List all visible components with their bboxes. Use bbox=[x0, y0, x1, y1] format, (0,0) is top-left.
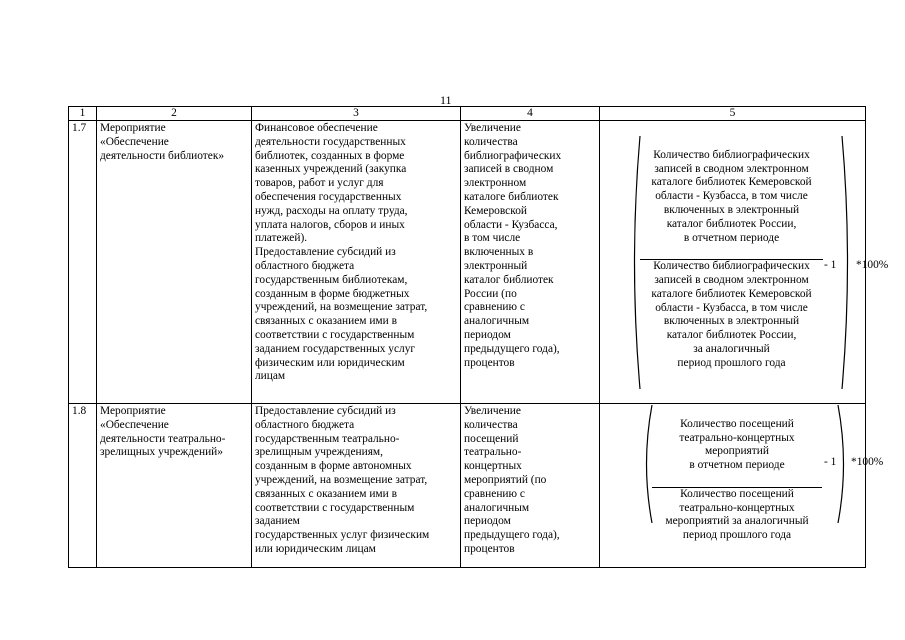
formula-cell bbox=[600, 121, 889, 404]
row-number: 1.8 bbox=[69, 404, 97, 568]
numerator: Количество библиографических записей в сводном электронном каталоге библиотек Кемеровской области - Кузбасса, в том числе включенных в электронный каталог библиотек России, в отчетном периоде bbox=[651, 148, 812, 244]
indicator-name: Увеличение количества посещений театрально- концертных мероприятий (по сравнению с аналогичным периодом предыдущего года), процентов bbox=[461, 404, 600, 568]
table-row bbox=[69, 121, 866, 404]
right-paren-icon bbox=[836, 404, 850, 524]
measures-table bbox=[68, 106, 889, 568]
denominator: Количество посещений театрально-концертных мероприятий за аналогичный период прошлого года bbox=[652, 487, 822, 543]
fraction bbox=[652, 404, 822, 557]
percent-multiplier: *100% bbox=[856, 259, 889, 271]
right-paren-icon bbox=[840, 135, 854, 390]
minus-one: - 1 bbox=[824, 259, 837, 271]
table-row bbox=[69, 404, 866, 568]
formula bbox=[640, 404, 884, 542]
header-cell: 4 bbox=[461, 107, 600, 121]
header-cell: 1 bbox=[69, 107, 97, 121]
percent-multiplier: *100% bbox=[851, 456, 884, 468]
header-cell: 5 bbox=[600, 107, 866, 121]
row-number: 1.7 bbox=[69, 121, 97, 404]
event-description: Предоставление субсидий из областного бюджета государственным театрально- зрелищным учреждениям, созданным в форме автономных учреждений, на возмещение затрат, связанных с оказанием ими в соответствии с государственным заданием государственных услуг физическим или юридическим лицам bbox=[252, 404, 461, 568]
fraction bbox=[640, 135, 823, 384]
header-cell: 2 bbox=[97, 107, 252, 121]
event-name: Мероприятие «Обеспечение деятельности библиотек» bbox=[97, 121, 252, 404]
event-name: Мероприятие «Обеспечение деятельности театрально- зрелищных учреждений» bbox=[97, 404, 252, 568]
numerator: Количество посещений театрально-концертных мероприятий в отчетном периоде bbox=[679, 417, 795, 472]
header-cell: 3 bbox=[252, 107, 461, 121]
header-row bbox=[69, 107, 866, 121]
minus-one: - 1 bbox=[824, 456, 837, 468]
event-description: Финансовое обеспечение деятельности государственных библиотек, созданных в форме казенных учреждений (закупка товаров, работ и услуг для обеспечения государственных нужд, расходы на оплату труда, уплата налогов, сборов и иных платежей). Предоставление субсидий из областного бюджета государственным библиотекам, созданным в форме бюджетных учреждений, на возмещение затрат, связанных с оказанием ими в соответствии с государственным заданием государственных услуг физическим или юридическим лицам bbox=[252, 121, 461, 404]
indicator-name: Увеличение количества библиографических записей в сводном электронном каталоге библиотек Кемеровской области - Кузбасса, в том числе включенных в электронный каталог библиотек России (по сравнению с аналогичным периодом предыдущего года), процентов bbox=[461, 121, 600, 404]
formula bbox=[628, 135, 889, 390]
denominator: Количество библиографических записей в сводном электронном каталоге библиотек Кемеровской области - Кузбасса, в том числе включенных в электронный каталог библиотек России, за аналогичный период прошлого года bbox=[640, 259, 823, 370]
formula-cell bbox=[600, 404, 884, 568]
page-number: 11 bbox=[440, 93, 452, 107]
